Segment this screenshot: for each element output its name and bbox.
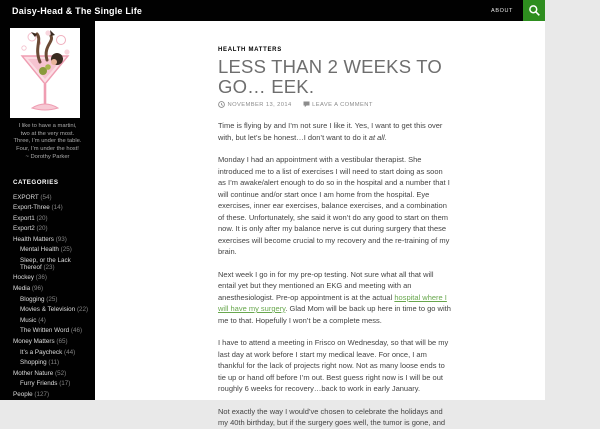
category-label[interactable]: Mental Health: [20, 246, 61, 254]
category-item[interactable]: [13, 237, 91, 244]
paragraph-text: . Glad Mom will be back up here in time to go with me to that. Hopefully I won’t be a complete mess.: [218, 304, 451, 325]
category-count: (4): [38, 316, 46, 324]
martini-girl-image: [10, 28, 80, 118]
category-item[interactable]: [13, 371, 91, 378]
post-category-label[interactable]: HEALTH MATTERS: [218, 47, 282, 53]
category-label[interactable]: Furry Friends: [20, 380, 60, 388]
leave-comment-label: LEAVE A COMMENT: [312, 101, 373, 108]
category-label[interactable]: People: [13, 391, 35, 398]
category-label[interactable]: Mother Nature: [13, 369, 55, 377]
top-navigation-bar: [0, 0, 545, 21]
category-count: (65): [56, 338, 68, 346]
category-item[interactable]: [13, 318, 91, 325]
leave-comment-link[interactable]: [303, 101, 373, 108]
paragraph-text: I have to attend a meeting in Frisco on Wednesday, so that will be my last day at work before I start my medical leave. For once, I am thankful for the lack of projects right now. Not as many loose ends to tie up or hand off before I’m out. Best guess right now is I will be out roughly 6 weeks for recovery…back to work in early January.: [218, 338, 449, 393]
category-item[interactable]: [13, 205, 91, 212]
category-label[interactable]: Export2: [13, 225, 37, 233]
article-paragraph: [218, 154, 451, 258]
category-count: (52): [55, 369, 67, 377]
category-item[interactable]: [13, 307, 91, 314]
quote-line: Three, I’m under the table.: [13, 138, 82, 145]
category-count: (127): [34, 391, 50, 398]
category-label[interactable]: Movies & Television: [20, 306, 77, 314]
category-count: (54): [40, 193, 52, 201]
post-date-label: NOVEMBER 13, 2014: [227, 101, 292, 108]
category-count: (17): [59, 380, 71, 388]
category-count: (11): [48, 359, 60, 367]
category-label[interactable]: Music: [20, 316, 39, 324]
article-paragraph: [218, 120, 451, 143]
category-item[interactable]: [13, 328, 91, 335]
category-label[interactable]: Export-Three: [13, 204, 52, 212]
comment-icon: [303, 101, 310, 108]
category-item[interactable]: [13, 381, 91, 388]
category-count: (93): [55, 235, 67, 243]
hospital-link[interactable]: hospital where I will have my surgery: [218, 292, 447, 313]
category-count: (25): [60, 246, 72, 254]
category-item[interactable]: [13, 360, 91, 367]
categories-heading: CATEGORIES: [13, 178, 59, 186]
emphasis-text: at all: [368, 132, 385, 142]
site-title[interactable]: Daisy-Head & The Single Life: [12, 5, 143, 16]
category-label[interactable]: Sleep, or the Lack Thereof: [20, 257, 71, 271]
category-item[interactable]: [13, 392, 91, 399]
category-count: (20): [36, 214, 48, 222]
paragraph-text: Next week I go in for my pre-op testing. Not sure what all that will entail yet but they mentioned an EKG and meeting with an anesthesiologist. Pre-op appointment is at the actual: [218, 269, 434, 302]
about-nav-link[interactable]: ABOUT: [491, 7, 513, 14]
sidebar: [0, 21, 95, 400]
search-button[interactable]: [523, 0, 545, 21]
post-body: [218, 120, 451, 429]
category-label[interactable]: The Written Word: [20, 327, 71, 335]
article-paragraph: [218, 269, 451, 327]
category-count: (44): [63, 348, 76, 356]
categories-list: [13, 195, 95, 399]
category-item[interactable]: [13, 275, 91, 282]
category-item[interactable]: [13, 286, 91, 293]
category-count: (20): [36, 225, 48, 233]
category-label[interactable]: Export1: [13, 214, 37, 222]
category-count: (96): [31, 285, 44, 293]
category-count: (23): [43, 263, 55, 271]
post-date[interactable]: [218, 101, 292, 108]
quote-line: ~ Dorothy Parker: [25, 153, 70, 160]
category-count: (25): [46, 295, 58, 303]
category-item[interactable]: [13, 350, 91, 357]
category-item[interactable]: [13, 195, 91, 202]
category-item[interactable]: [13, 258, 91, 272]
category-item[interactable]: [13, 216, 91, 223]
category-item[interactable]: [13, 297, 91, 304]
paragraph-text: Not exactly the way I would’ve chosen to celebrate the holidays and my 40th birthday, but if the surgery goes well, the tumor is gone, and: [218, 406, 446, 427]
category-label[interactable]: Hockey: [13, 274, 36, 282]
category-item[interactable]: [13, 226, 91, 233]
quote-line: two at the very most.: [20, 130, 75, 137]
category-count: (14): [51, 204, 63, 212]
quote-line: I like to have a martini,: [18, 123, 77, 129]
category-label[interactable]: Health Matters: [13, 235, 56, 243]
paragraph-text: .: [384, 132, 387, 142]
paragraph-text: Monday I had an appointment with a vestibular therapist. She introduced me to a list of exercises I will need to start doing as soon as I’m awake/alert enough to do so in the hospital and a number that I will continue and/or start once I am home from the hospital. Eye exercises, inner ear exercises, balance exercises, and a combination of these. Unfortunately, she said it won’t do any good to start on them now. It is only after my balance nerve is cut during surgery that these exercises will become crucial to my recovery and the re-training of my brain.: [218, 155, 450, 256]
category-label[interactable]: Shopping: [20, 359, 49, 367]
category-item[interactable]: [13, 247, 91, 254]
category-label[interactable]: Money Matters: [13, 338, 57, 346]
category-label[interactable]: It’s a Paycheck: [20, 348, 64, 356]
clock-icon: [218, 101, 225, 108]
category-count: (46): [70, 327, 83, 335]
post-title: LESS THAN 2 WEEKS TO GO… EEK.: [218, 56, 443, 97]
quote-line: Four, I’m under the host!: [16, 146, 79, 153]
main-content: [95, 21, 545, 427]
category-item[interactable]: [13, 339, 91, 346]
blog-post: [95, 21, 545, 429]
paragraph-text: Time is flying by and I’m not sure I like it. Yes, I want to get this over with, but let’s be honest…I don’t want to do it: [218, 121, 443, 142]
category-label[interactable]: Media: [13, 285, 32, 293]
dorothy-parker-quote: [0, 123, 95, 162]
category-count: (22): [76, 306, 89, 314]
article-paragraph: [218, 406, 451, 429]
category-label[interactable]: Blogging: [20, 295, 47, 303]
category-label[interactable]: EXPORT: [13, 193, 41, 201]
post-meta: [218, 101, 545, 108]
article-paragraph: [218, 337, 451, 395]
search-icon: [528, 4, 541, 17]
category-count: (36): [35, 274, 47, 282]
